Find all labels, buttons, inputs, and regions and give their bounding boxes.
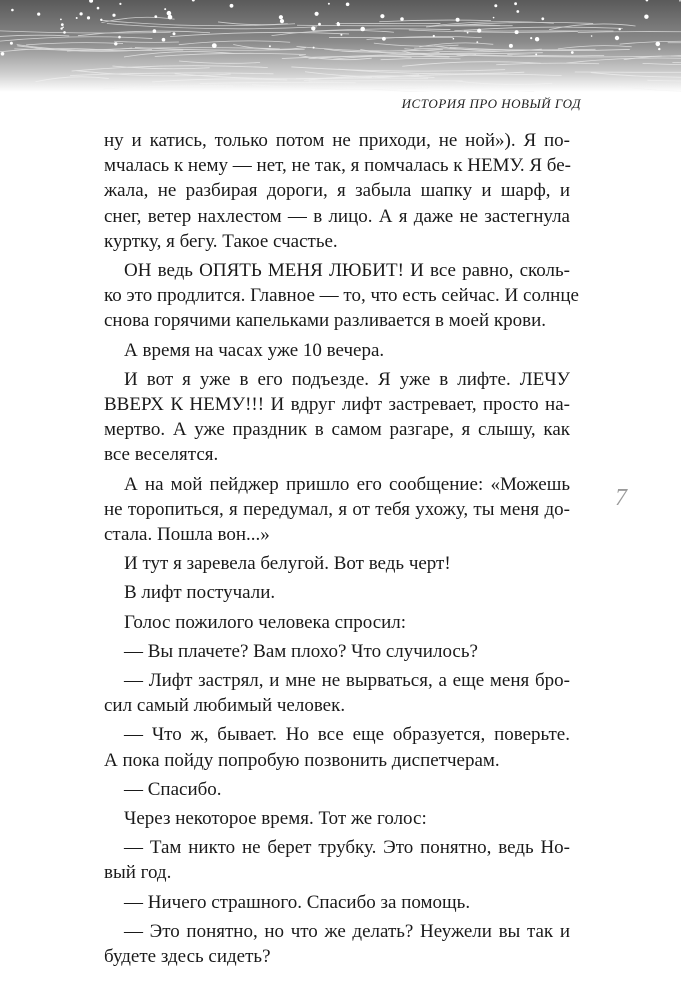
snowflake <box>656 42 661 47</box>
text-line: мертво. А уже праздник в самом разгаре, я слышу, как <box>104 419 570 441</box>
paragraph <box>104 551 570 576</box>
text-line: А на мой пейджер пришло его сообщение: «Можешь <box>124 473 570 495</box>
text-line: ВВЕРХ К НЕМУ!!! И вдруг лифт застревает, просто на- <box>104 394 570 416</box>
snowflake <box>400 17 404 21</box>
snowflake <box>535 37 539 41</box>
snowflake <box>619 28 621 30</box>
text-line: сил самый любимый человек. <box>104 695 346 717</box>
snowflake <box>315 12 319 16</box>
paragraph <box>104 128 570 254</box>
snowflake <box>313 47 315 49</box>
paragraph <box>104 338 570 363</box>
snowflake <box>37 13 40 16</box>
text-line: Через некоторое время. Тот же голос: <box>124 808 427 830</box>
paragraph <box>104 610 570 635</box>
snowflake <box>346 3 350 7</box>
text-line: ОН ведь ОПЯТЬ МЕНЯ ЛЮБИТ! И все равно, сколь- <box>124 260 570 282</box>
paragraph <box>104 777 570 802</box>
snowflake <box>114 42 117 45</box>
snowflake <box>433 35 435 37</box>
text-line: снова горячими капельками разливается в моей крови. <box>104 310 547 332</box>
snowflake <box>119 3 121 5</box>
snowflake <box>63 31 66 34</box>
snowflake <box>382 37 386 41</box>
page-number: 7 <box>615 485 627 511</box>
snowflake <box>535 54 537 56</box>
paragraph <box>104 722 570 772</box>
text-line: И тут я заревела белугой. Вот ведь черт! <box>124 553 451 575</box>
snowflake <box>509 44 513 48</box>
snowflake <box>493 17 495 19</box>
paragraph <box>104 472 570 548</box>
snowflake <box>515 30 519 34</box>
snowflake <box>60 27 62 29</box>
snowflake <box>10 42 13 45</box>
text-line: не торопиться, я передумал, я от тебя ухожу, ты меня до- <box>104 498 570 520</box>
snowflake <box>100 19 102 21</box>
snowflake <box>97 7 100 10</box>
snowflake <box>153 29 157 33</box>
text-line: — Там никто не берет трубку. Это понятно, ведь Но- <box>124 837 570 859</box>
text-line: — Что ж, бывает. Но все еще образуется, поверьте. <box>124 724 570 746</box>
snowflake <box>615 36 619 40</box>
snowflake <box>541 17 544 20</box>
paragraph <box>104 639 570 664</box>
text-line: — Ничего страшного. Спасибо за помощь. <box>124 891 471 913</box>
text-line: вый год. <box>104 862 172 884</box>
snowflake <box>164 8 166 10</box>
snowflake <box>318 23 321 26</box>
running-head: ИСТОРИЯ ПРО НОВЫЙ ГОД <box>401 96 581 111</box>
paragraph <box>104 580 570 605</box>
snowflake <box>280 19 284 23</box>
text-line: — Это понятно, но что же делать? Неужели вы так и <box>124 920 570 942</box>
paragraph <box>104 890 570 915</box>
snowflake <box>162 38 166 42</box>
snowflake <box>571 51 574 54</box>
text-line: снег, ветер нахлестом — в лицо. А я даже не застегнула <box>104 205 570 227</box>
text-line: ко это продлится. Главное — то, что есть сейчас. И солнце <box>104 285 579 307</box>
snowflake <box>516 10 519 13</box>
snowflake <box>112 14 115 17</box>
paragraph <box>104 258 579 334</box>
snowflake <box>658 48 660 50</box>
paragraph <box>104 668 570 718</box>
snowflake <box>494 4 497 7</box>
text-line: куртку, я бегу. Такое счастье. <box>104 230 338 252</box>
snowflake <box>337 23 340 26</box>
text-line: — Спасибо. <box>124 778 222 800</box>
snowflake <box>644 15 648 19</box>
snowflake <box>62 26 64 28</box>
paragraph <box>104 919 570 969</box>
snowflake <box>80 12 83 15</box>
snowflake <box>60 19 62 21</box>
snowflake <box>530 37 532 39</box>
snowflake <box>380 14 384 18</box>
snowflake <box>328 3 330 5</box>
snowflake <box>269 45 271 47</box>
text-line: все веселятся. <box>104 444 219 466</box>
snowflake <box>477 29 481 33</box>
snowflake <box>1 52 5 56</box>
text-line: Голос пожилого человека спросил: <box>124 611 407 633</box>
snowflake <box>279 15 283 19</box>
text-line: ну и катись, только потом не приходи, не ной»). Я по- <box>104 130 570 151</box>
snowflake <box>467 32 469 34</box>
snowflake <box>514 2 517 5</box>
snowflake <box>212 43 217 48</box>
snowflake <box>311 26 315 30</box>
text-line: — Вы плачете? Вам плохо? Что случилось? <box>124 640 478 662</box>
body-text <box>104 128 579 973</box>
snowflake <box>453 38 455 40</box>
text-line: В лифт постучали. <box>124 582 276 604</box>
text-line: А время на часах уже 10 вечера. <box>124 339 385 361</box>
text-line: мчалась к нему — нет, не так, я помчалась к НЕМУ. Я бе- <box>104 155 571 177</box>
snowflake <box>360 27 365 32</box>
snow-banner-decoration <box>0 0 681 92</box>
text-line: — Лифт застрял, и мне не вырваться, а еще меня бро- <box>124 670 570 692</box>
snowflake <box>476 41 478 43</box>
snowflake <box>173 32 176 35</box>
text-line: стала. Пошла вон...» <box>104 524 270 546</box>
snowflake <box>167 11 172 16</box>
snowflake <box>61 23 64 26</box>
snowflake <box>340 34 342 36</box>
snowflake <box>118 36 121 39</box>
snowflake <box>456 18 460 22</box>
snowflake <box>230 4 234 8</box>
snowflake <box>591 35 593 37</box>
text-line: И вот я уже в его подъезде. Я уже в лифте. ЛЕЧУ <box>124 368 570 390</box>
text-line: А пока пойду попробую позвонить диспетчерам. <box>104 749 500 771</box>
text-line: будете здесь сидеть? <box>104 946 271 968</box>
text-line: жала, не разбирая дороги, я забыла шапку и шарф, и <box>104 180 570 202</box>
paragraph <box>104 835 570 885</box>
paragraph <box>104 367 570 468</box>
snowflake <box>11 9 14 12</box>
paragraph <box>104 806 570 831</box>
snowflake <box>154 15 157 18</box>
snowflake <box>76 17 78 19</box>
snowflake <box>168 15 173 20</box>
snowflake <box>87 16 90 19</box>
